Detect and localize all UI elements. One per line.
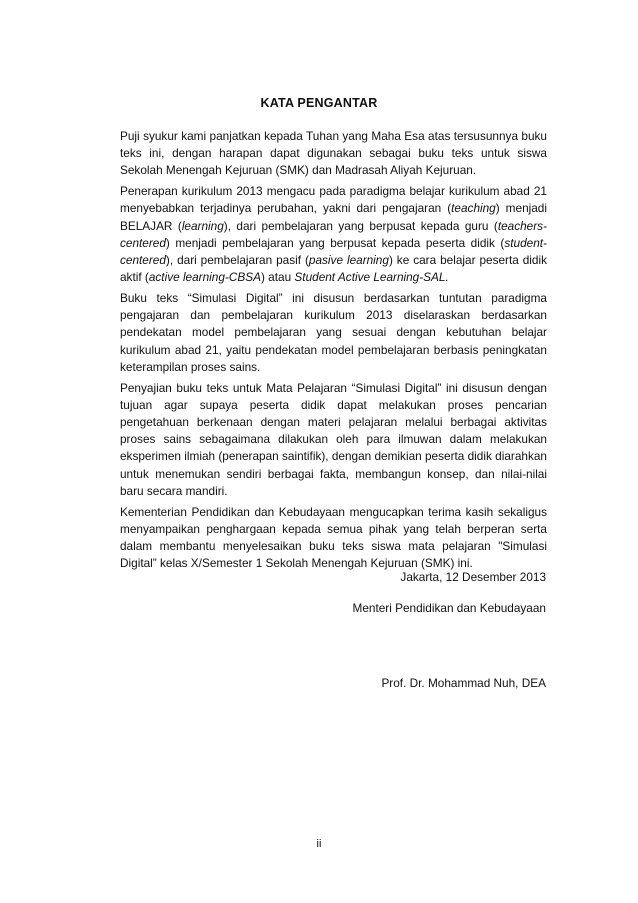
signature-position: Menteri Pendidikan dan Kebudayaan [352,601,546,615]
text-run: ) atau [260,270,295,285]
paragraph [120,504,547,573]
text-run: ) ke cara belajar peserta didik aktif ( [120,253,548,285]
paragraph [120,290,547,376]
text-run: Penerapan kurikulum 2013 mengacu pada paradigma belajar kurikulum abad 21 menyebabkan terjadinya perubahan, yakni dari pengajaran ( [120,184,547,216]
text-run: Puji syukur kami panjatkan kepada Tuhan yang Maha Esa atas tersusunnya buku teks ini, dengan harapan dapat digunakan sebagai buku teks untuk siswa Sekolah Menengah Kejuruan (SMK) dan Madrasah Aliyah Kejuruan. [120,129,547,178]
text-run: ), dari pembelajaran yang berpusat kepada guru ( [223,218,498,233]
paragraph [120,380,547,500]
paragraph [120,128,547,180]
italic-term: pasive learning [308,253,389,268]
text-run: ), dari pembelajaran pasif ( [165,253,309,268]
page-title: KATA PENGANTAR [260,96,378,110]
text-run: Buku teks “Simulasi Digital” ini disusun berdasarkan tuntutan paradigma pengajaran dan pembelajaran kurikulum 2013 diselaraskan berdasarkan pendekatan model pembelajaran yang sesuai dengan kebutuhan belajar kurikulum abad 21, yaitu pendekatan model pembelajaran berbasis peningkatan keterampilan proses sains. [120,291,547,374]
italic-term: Student Active Learning-SAL. [294,270,449,285]
body-text [120,128,547,576]
paragraph [120,183,547,286]
italic-term: active learning-CBSA [148,270,261,285]
italic-term: teaching [451,201,496,216]
text-run: ) menjadi BELAJAR ( [120,201,547,233]
page-number: ii [316,838,322,850]
italic-term: learning [181,218,224,233]
italic-term: student-centered [120,235,547,268]
text-run: Penyajian buku teks untuk Mata Pelajaran “Simulasi Digital” ini disusun dengan tujuan agar supaya peserta didik dapat melakukan proses pencarian pengetahuan berkenaan dengan materi pelajaran melalui berbagai aktivitas proses sains sebagaimana dilakukan oleh para ilmuwan dalam melakukan eksperimen ilmiah (penerapan saintifik), dengan demikian peserta didik diarahkan untuk menemukan sendiri berbagai fakta, membangun konsep, dan nilai-nilai baru secara mandiri. [120,380,547,498]
text-run: Kementerian Pendidikan dan Kebudayaan mengucapkan terima kasih sekaligus menyampaikan penghargaan kepada semua pihak yang telah berperan serta dalam membantu menyelesaikan buku teks siswa mata pelajaran "Simulasi Digital” kelas X/Semester 1 Sekolah Menengah Kejuruan (SMK) ini. [120,504,547,571]
text-run: ) menjadi pembelajaran yang berpusat kepada peserta didik ( [165,235,505,250]
signature-name: Prof. Dr. Mohammad Nuh, DEA [381,676,546,690]
signature-place-date: Jakarta, 12 Desember 2013 [400,570,546,584]
italic-term: teachers-centered [120,218,547,250]
